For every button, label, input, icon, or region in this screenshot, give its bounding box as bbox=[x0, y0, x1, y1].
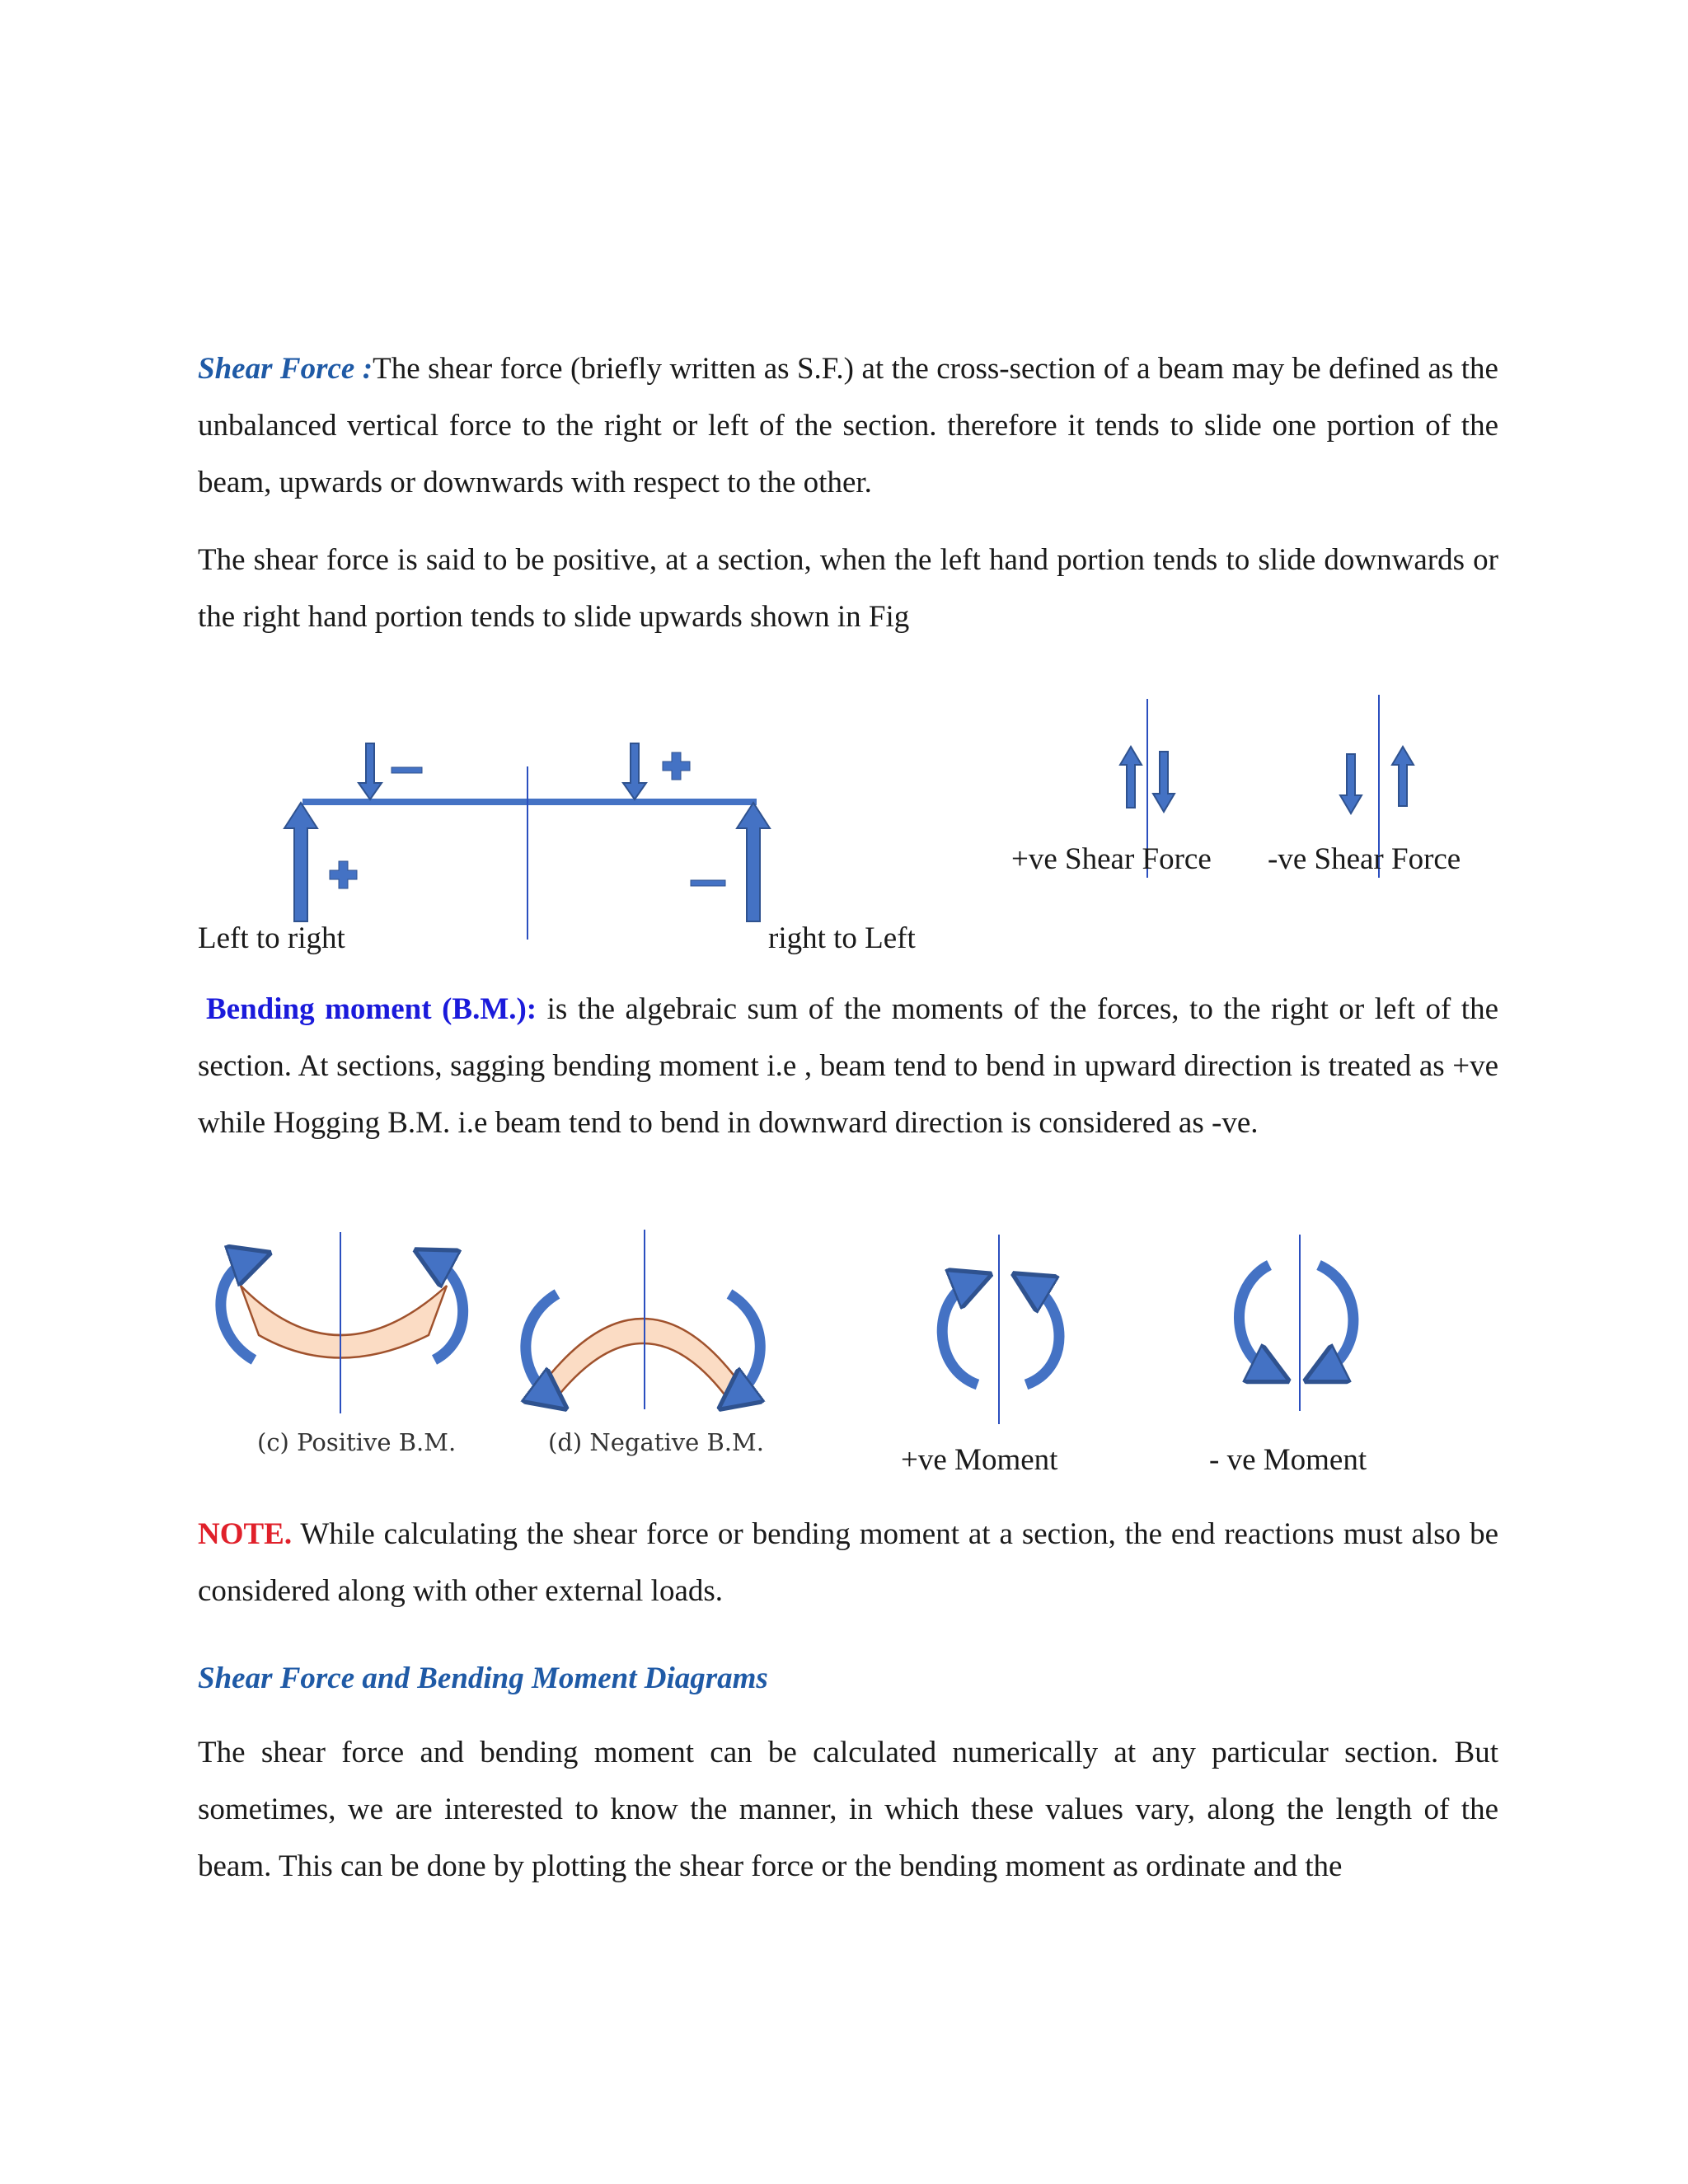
diagrams-paragraph: The shear force and bending moment can be calculated numerically at any particular section. But sometimes, we are interested to know the manner, in which these values vary, along the length of the beam. This can be done by plotting the shear force or the bending moment as ordinate and the bbox=[198, 1736, 1498, 1883]
curved-arrow-icon bbox=[1026, 1284, 1059, 1385]
diagrams-heading: Shear Force and Bending Moment Diagrams bbox=[198, 1661, 768, 1695]
negative-moment-figure bbox=[1239, 1235, 1353, 1411]
positive-bm-figure bbox=[221, 1232, 463, 1413]
plus-sign-icon bbox=[663, 752, 690, 780]
curved-arrow-icon bbox=[1239, 1265, 1271, 1372]
down-arrow-icon bbox=[1153, 752, 1175, 812]
shear-beam-figure bbox=[284, 743, 770, 940]
caption-positive-bm: (c) Positive B.M. bbox=[257, 1428, 457, 1456]
bending-moment-heading: Bending moment (B.M.): bbox=[206, 992, 537, 1026]
shear-force-text: The shear force (briefly written as S.F.) at the cross-section of a beam may be defined as the unbalanced vertical force to the right or left of the section. therefore it tends to slide one portion of the beam, upwards or downwards with respect to the other. bbox=[198, 352, 1498, 499]
positive-shear-paragraph: The shear force is said to be positive, at a section, when the left hand portion tends to slide downwards or the right hand portion tends to slide upwards shown in Fig bbox=[198, 543, 1498, 634]
minus-sign-icon bbox=[691, 880, 725, 886]
note-paragraph bbox=[198, 1506, 1498, 1619]
positive-moment-figure bbox=[942, 1235, 1059, 1424]
label-negative-shear: -ve Shear Force bbox=[1268, 842, 1461, 876]
curved-arrow-icon bbox=[1319, 1265, 1353, 1372]
right-load-arrow-icon bbox=[623, 743, 646, 799]
sagging-beam-shape bbox=[241, 1286, 447, 1358]
left-load-arrow-icon bbox=[359, 743, 382, 799]
left-reaction-arrow-icon bbox=[284, 803, 317, 921]
up-arrow-icon bbox=[1392, 747, 1414, 806]
plus-sign-icon bbox=[330, 861, 357, 888]
hogging-beam-shape bbox=[536, 1319, 747, 1401]
note-text: While calculating the shear force or bending moment at a section, the end reactions must also be considered along with other external loads. bbox=[198, 1517, 1498, 1608]
label-left-to-right: Left to right bbox=[198, 921, 345, 955]
bending-moment-paragraph bbox=[198, 981, 1498, 1151]
negative-bm-figure bbox=[526, 1230, 760, 1409]
up-arrow-icon bbox=[1120, 747, 1142, 808]
label-positive-moment: +ve Moment bbox=[901, 1443, 1058, 1477]
right-reaction-arrow-icon bbox=[737, 803, 770, 921]
caption-negative-bm: (d) Negative B.M. bbox=[548, 1428, 764, 1456]
label-positive-shear: +ve Shear Force bbox=[1011, 842, 1212, 876]
shear-force-heading: Shear Force : bbox=[198, 352, 373, 386]
label-negative-moment: - ve Moment bbox=[1209, 1443, 1367, 1477]
minus-sign-icon bbox=[392, 767, 422, 773]
bending-moment-text: is the algebraic sum of the moments of the forces, to the right or left of the section. At sections, sagging bending moment i.e , beam tend to bend in upward direction is treated as +ve while Hogging B.M. i.e beam tend to bend in downward direction is considered as -ve. bbox=[198, 992, 1498, 1140]
down-arrow-icon bbox=[1340, 754, 1362, 813]
label-right-to-left: right to Left bbox=[768, 921, 916, 955]
curved-arrow-icon bbox=[942, 1282, 978, 1385]
note-heading: NOTE. bbox=[198, 1517, 293, 1551]
